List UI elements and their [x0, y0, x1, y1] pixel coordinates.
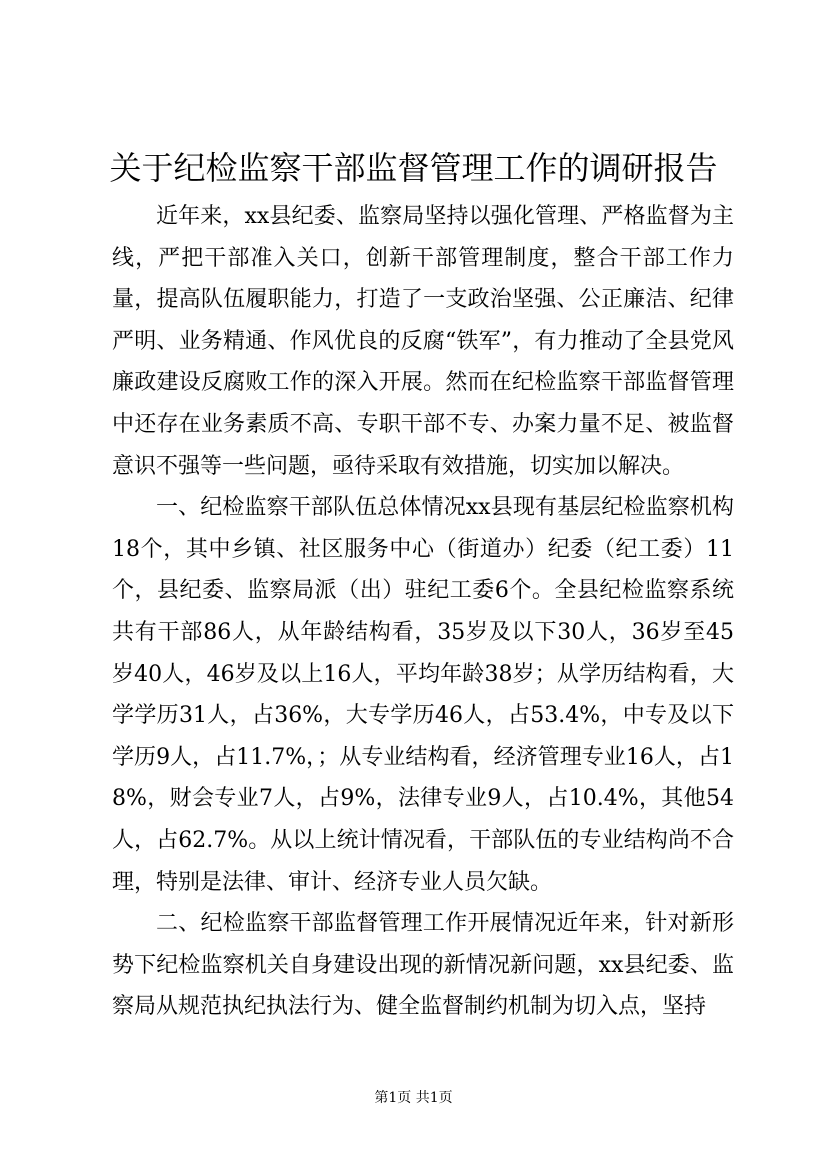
document-title: 关于纪检监察干部监督管理工作的调研报告 [109, 149, 718, 187]
paragraph-section-2: 二、纪检监察干部监督管理工作开展情况近年来，针对新形势下纪检监察机关自身建设出现的新情况新问题，xx县纪委、监察局从规范执纪执法行为、健全监督制约机制为切入点，坚持 [112, 911, 734, 1020]
document-body [112, 196, 734, 1028]
paragraph-intro: 近年来，xx县纪委、监察局坚持以强化管理、严格监督为主线，严把干部准入关口，创新干部管理制度，整合干部工作力量，提高队伍履职能力，打造了一支政治坚强、公正廉洁、纪律严明、业务精通、作风优良的反腐“铁军”，有力推动了全县党风廉政建设反腐败工作的深入开展。然而在纪检监察干部监督管理中还存在业务素质不高、专职干部不专、办案力量不足、被监督意识不强等一些问题，亟待采取有效措施，切实加以解决。 [112, 204, 734, 479]
paragraph-section-1: 一、纪检监察干部队伍总体情况xx县现有基层纪检监察机构18个，其中乡镇、社区服务中心（街道办）纪委（纪工委）11个，县纪委、监察局派（出）驻纪工委6个。全县纪检监察系统共有干部86人，从年龄结构看，35岁及以下30人，36岁至45岁40人，46岁及以上16人，平均年龄38岁；从学历结构看，大学学历31人，占36%，大专学历46人，占53.4%，中专及以下学历9人，占11.7%，；从专业结构看，经济管理专业16人，占18%，财会专业7人，占9%，法律专业9人，占10.4%，其他54人，占62.7%。从以上统计情况看，干部队伍的专业结构尚不合理，特别是法律、审计、经济专业人员欠缺。 [112, 495, 734, 895]
page-footer: 第1页 共1页 [374, 1090, 453, 1106]
